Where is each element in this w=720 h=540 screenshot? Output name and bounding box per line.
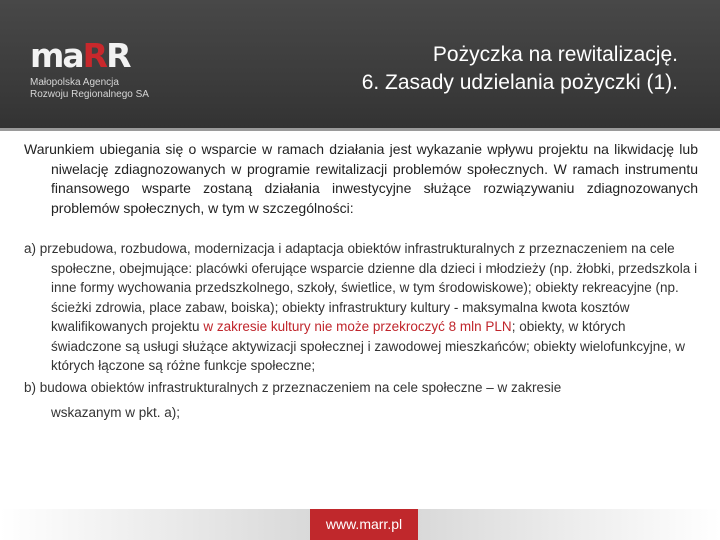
intro-paragraph: Warunkiem ubiegania się o wsparcie w ramach działania jest wykazanie wpływu projektu na likwidację lub niwelację zdiagnozowanych w programie rewitalizacji problemów społecznych. W ramach instrumentu finansowego wsparte zostaną działania inwestycyjne służące rozwiązywaniu zdiagnozowanych problemów społecznych, w tym w szczególności: [24,141,698,216]
logo-organization-name [30,77,150,101]
slide-title-line2: 6. Zasady udzielania pożyczki (1). [361,71,678,94]
logo-org-line1: Małopolska Agencja [30,77,119,88]
list-item-a: a) przebudowa, rozbudowa, modernizacja i adaptacja obiektów infrastrukturalnych z przeznaczeniem na cele społeczne, obejmujące: placówki oferujące wsparcie dzienne dla dzieci i młodzieży (np. żłobki, przedszkola i inne formy wychowania przedszkolnego, szkoły, świetlice, w tym środowiskowe); obiekty rekreacyjne (np. ścieżki zdrowia, place zabaw, boiska); obiekty infrastruktury kultury - maksymalna kwota kosztów kwalifikowanych projektu w zakresie kultury nie może przekroczyć 8 mln PLN; obiekty, w których świadczone są usługi służące aktywizacji społecznej i zawodowej mieszkańców; obiekty wielofunkcyjne, w których łączone są różne funkcje społeczne; [24,241,698,373]
logo-wordmark: maRR [30,36,130,75]
culture-limit-highlight: w zakresie kultury nie może przekroczyć 8 mln PLN [203,319,512,334]
list-item-b: b) budowa obiektów infrastrukturalnych z przeznaczeniem na cele społeczne – w zakresie wskazanym w pkt. a); [24,378,698,423]
footer-gradient-right [418,509,720,540]
header-bar [0,0,720,128]
list-item-b-tail: wskazanym w pkt. a); [51,405,181,420]
slide-title [238,41,678,97]
header-divider [0,128,720,131]
footer-bar [0,509,720,540]
footer-website-link[interactable]: www.marr.pl [310,509,418,540]
footer-gradient-left [0,509,310,540]
marr-logo [30,36,149,104]
slide-body [24,140,698,423]
investment-list [24,239,698,423]
slide-title-line1: Pożyczka na rewitalizację. [432,43,678,66]
logo-org-line2: Rozwoju Regionalnego SA [30,89,149,100]
